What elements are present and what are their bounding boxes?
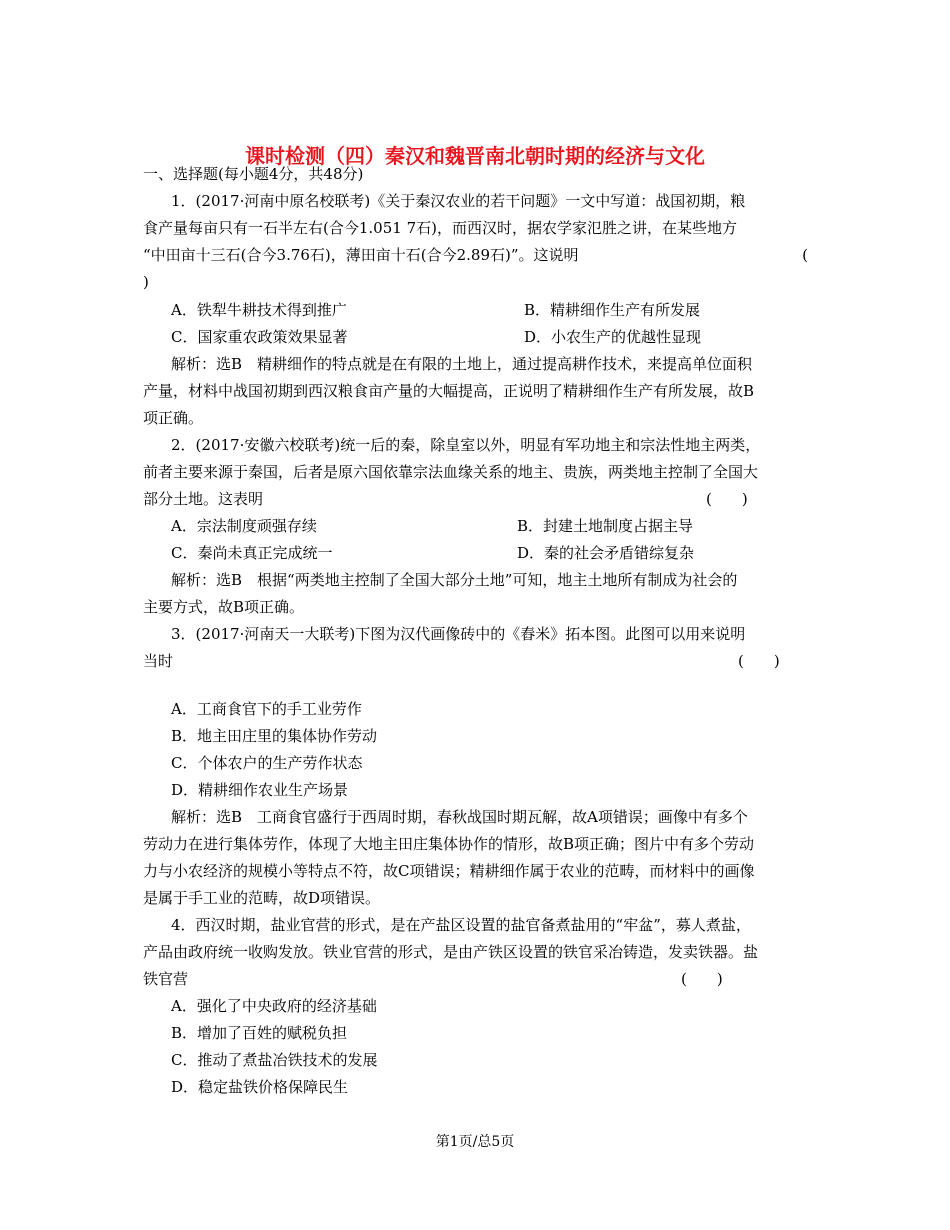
q1-answer-bracket-open: ( (802, 246, 808, 264)
q2-stem-line-1: 2．(2017·安徽六校联考)统一后的秦，除皇室以外，明显有军功地主和宗法性地主两类， (171, 436, 761, 454)
q4-stem-line-3: 铁官营 (143, 970, 189, 988)
q2-option-a: A．宗法制度顽强存续 (171, 517, 317, 535)
q4-option-a: A．强化了中央政府的经济基础 (171, 997, 377, 1015)
q2-option-c: C．秦尚未真正完成统一 (171, 544, 333, 562)
q1-answer-bracket-close: ) (143, 273, 149, 291)
q4-stem-line-1: 4．西汉时期，盐业官营的形式，是在产盐区设置的盐官备煮盐用的“牢盆”，募人煮盐， (171, 916, 751, 934)
q1-option-c: C．国家重农政策效果显著 (171, 328, 348, 346)
q3-stem-line-1: 3．(2017·河南天一大联考)下图为汉代画像砖中的《舂米》拓本图。此图可以用来说明 (171, 625, 746, 643)
q4-answer-bracket: ( ) (681, 970, 723, 988)
q1-stem-line-3: “中田亩十三石(合今3.76石)，薄田亩十石(合今2.89石)”。这说明 (143, 246, 579, 264)
q4-option-c: C．推动了煮盐冶铁技术的发展 (171, 1051, 378, 1069)
q1-stem-line-2: 食产量每亩只有一石半左右(合今1.051 7石)，而西汉时，据农学家氾胜之讲，在某些地方 (143, 219, 737, 237)
q2-answer-bracket: ( ) (706, 490, 748, 508)
q2-analysis-line-2: 主要方式，故B项正确。 (143, 598, 305, 616)
q3-analysis-line-1: 解析：选B 工商食官盛行于西周时期，春秋战国时期瓦解，故A项错误；画像中有多个 (171, 808, 748, 826)
q1-analysis-line-2: 产量，材料中战国初期到西汉粮食亩产量的大幅提高，正说明了精耕细作生产有所发展，故B (143, 382, 755, 400)
q4-option-d: D．稳定盐铁价格保障民生 (171, 1078, 349, 1096)
q3-option-c: C．个体农户的生产劳作状态 (171, 754, 363, 772)
q3-stem-line-2: 当时 (143, 652, 174, 670)
q3-option-b: B．地主田庄里的集体协作劳动 (171, 727, 378, 745)
q2-option-b: B．封建土地制度占据主导 (517, 517, 694, 535)
q3-option-a: A．工商食官下的手工业劳作 (171, 700, 362, 718)
q3-analysis-line-2: 劳动力在进行集体劳作，体现了大地主田庄集体协作的情形，故B项正确；图片中有多个劳动 (143, 835, 755, 853)
q2-analysis-line-1: 解析：选B 根据“两类地主控制了全国大部分土地”可知，地主土地所有制成为社会的 (171, 571, 738, 589)
section-heading: 一、选择题(每小题4分，共48分) (143, 165, 364, 183)
q4-stem-line-2: 产品由政府统一收购发放。铁业官营的形式，是由产铁区设置的铁官采冶铸造，发卖铁器。盐 (143, 943, 759, 961)
page-title: 课时检测（四）秦汉和魏晋南北朝时期的经济与文化 (245, 144, 705, 168)
q1-stem-line-1: 1．(2017·河南中原名校联考)《关于秦汉农业的若干问题》一文中写道：战国初期，粮 (171, 192, 746, 210)
q1-option-d: D．小农生产的优越性显现 (524, 328, 702, 346)
q1-option-b: B．精耕细作生产有所发展 (524, 301, 701, 319)
q3-answer-bracket: ( ) (738, 652, 780, 670)
page-footer: 第1页/总5页 (435, 1134, 515, 1150)
q1-option-a: A．铁犁牛耕技术得到推广 (171, 301, 347, 319)
q3-analysis-line-3: 力与小农经济的规模小等特点不符，故C项错误；精耕细作属于农业的范畴，而材料中的画像 (143, 862, 755, 880)
q3-option-d: D．精耕细作农业生产场景 (171, 781, 349, 799)
q1-analysis-line-3: 项正确。 (143, 409, 204, 427)
q1-analysis-line-1: 解析：选B 精耕细作的特点就是在有限的土地上，通过提高耕作技术，来提高单位面积 (171, 355, 753, 373)
q2-option-d: D．秦的社会矛盾错综复杂 (517, 544, 695, 562)
q2-stem-line-3: 部分土地。这表明 (143, 490, 264, 508)
q2-stem-line-2: 前者主要来源于秦国，后者是原六国依靠宗法血缘关系的地主、贵族，两类地主控制了全国大 (143, 463, 759, 481)
q3-analysis-line-4: 是属于手工业的范畴，故D项错误。 (143, 889, 381, 907)
q4-option-b: B．增加了百姓的赋税负担 (171, 1024, 348, 1042)
